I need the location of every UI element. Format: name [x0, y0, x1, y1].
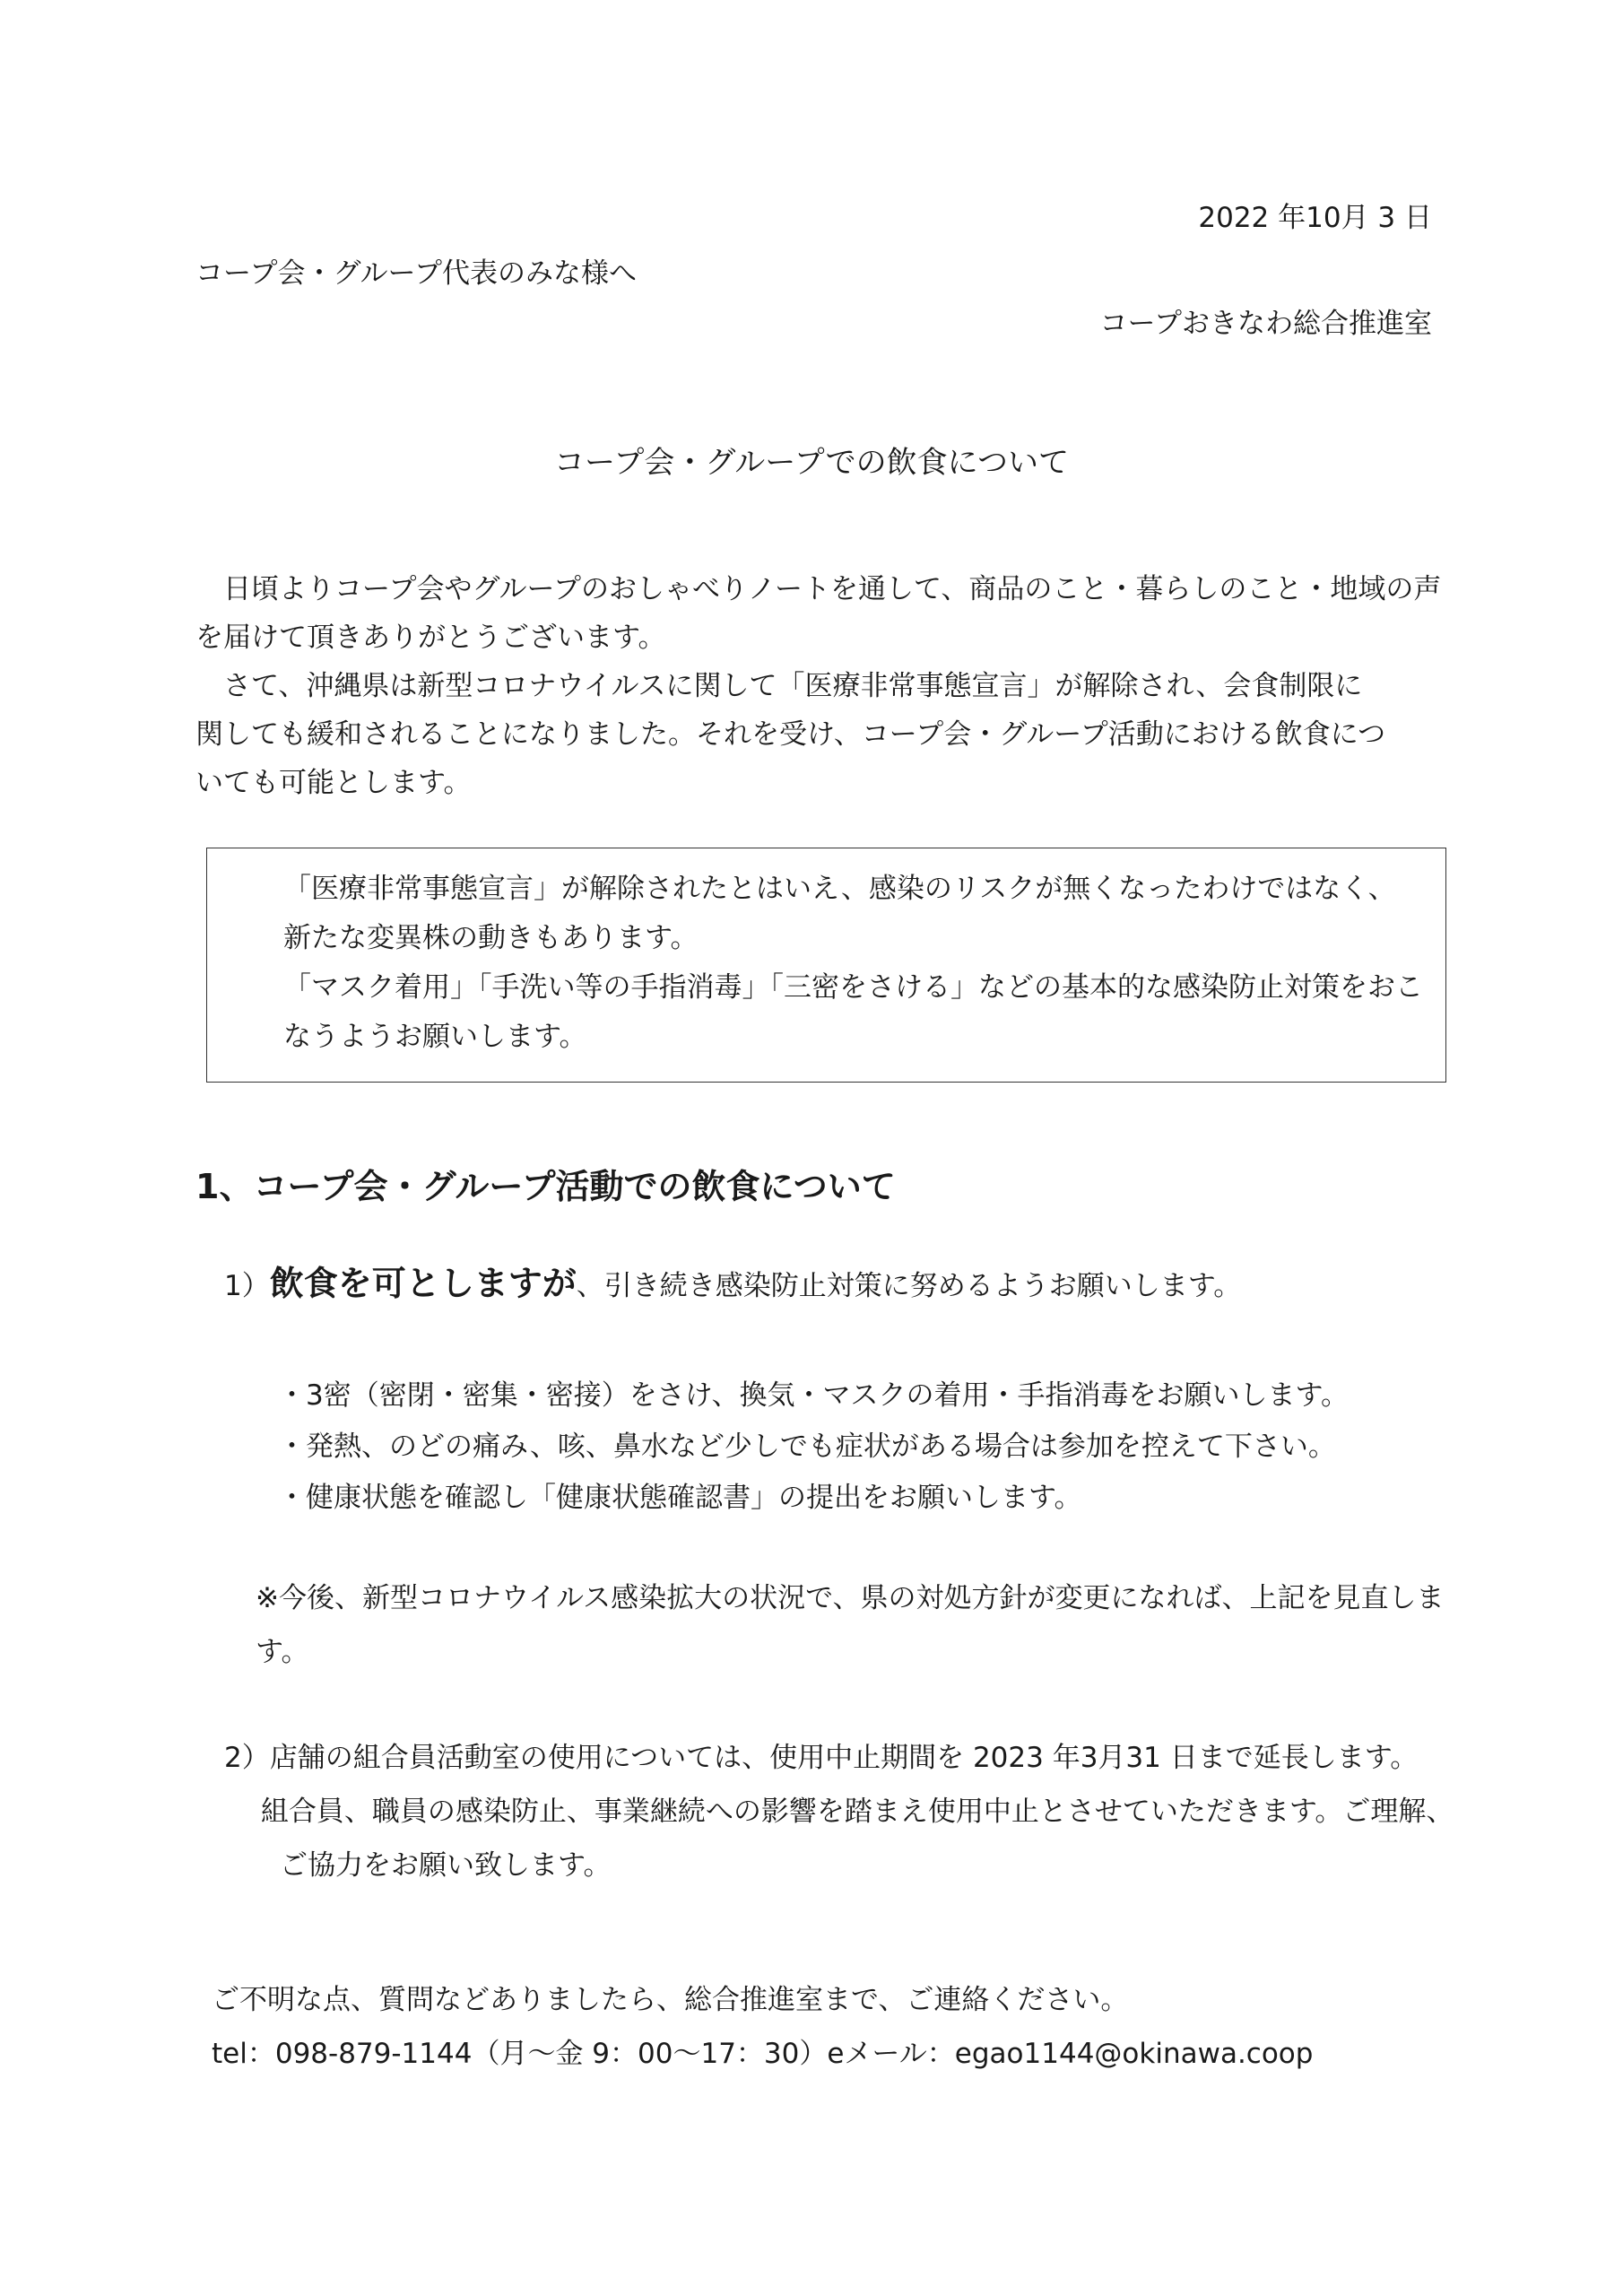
item-2 — [224, 1731, 1454, 1892]
item-2-line: 組合員、職員の感染防止、事業継続への影響を踏まえ使用中止とさせていただきます。ご理解、 — [224, 1796, 1454, 1828]
intro-line: 関しても緩和されることになりました。それを受け、コープ会・グループ活動における飲食につ — [195, 718, 1386, 751]
intro-line: さて、沖縄県は新型コロナウイルスに関して「医療非常事態宣言」が解除され、会食制限に — [195, 670, 1363, 702]
item-1-text: 、引き続き感染防止対策に努めるようお願いします。 — [576, 1270, 1242, 1302]
notice-line: 「医療非常事態宣言」が解除されたとはいえ、感染のリスクが無くなったわけではなく、 — [283, 873, 1396, 905]
review-note — [256, 1571, 1445, 1679]
contact-message: ご不明な点、質問などありましたら、総合推進室まで、ご連絡ください。 — [212, 1984, 1129, 2016]
item-2-line: ご協力をお願い致します。 — [224, 1849, 612, 1882]
bullet-item: ・健康状態を確認し「健康状態確認書」の提出をお願いします。 — [278, 1482, 1082, 1514]
recipient: コープ会・グループ代表のみな様へ — [195, 257, 637, 290]
bullet-item: ・発熱、のどの痛み、咳、鼻水など少しでも症状がある場合は参加を控えて下さい。 — [278, 1431, 1336, 1463]
intro-line: いても可能とします。 — [195, 767, 472, 799]
bullet-item: ・3密（密閉・密集・密接）をさけ、換気・マスクの着用・手指消毒をお願いします。 — [278, 1379, 1349, 1412]
notice-box — [206, 848, 1446, 1083]
sender: コープおきなわ総合推進室 — [1099, 308, 1432, 340]
notice-line: 新たな変異株の動きもあります。 — [283, 922, 699, 954]
contact-info — [212, 1973, 1313, 2081]
intro-line: を届けて頂きありがとうございます。 — [195, 622, 666, 654]
notice-line: なうようお願いします。 — [283, 1021, 587, 1053]
item-1 — [224, 1256, 1241, 1305]
contact-details: tel：098-879-1144（月～金 9：00～17：30）eメール：egao1144@okinawa.coop — [212, 2038, 1314, 2070]
notice-line: 「マスク着用」「手洗い等の手指消毒」「三密をさける」などの基本的な感染防止対策をおこ — [283, 971, 1423, 1004]
document-title: コープ会・グループでの飲食について — [554, 445, 1069, 481]
section-heading: 1、コープ会・グループ活動での飲食について — [195, 1167, 896, 1206]
note-line: す。 — [256, 1636, 309, 1668]
intro-line: 日頃よりコープ会やグループのおしゃべりノートを通して、商品のこと・暮らしのこと・地域の声 — [195, 573, 1442, 605]
document-date: 2022 年10月 3 日 — [1198, 202, 1432, 234]
item-1-emphasis: 飲食を可としますが — [269, 1264, 577, 1303]
item-2-line: 2）店舗の組合員活動室の使用については、使用中止期間を 2023 年3月31 日まで延長します。 — [224, 1742, 1419, 1774]
item-1-number: 1） — [224, 1270, 270, 1302]
intro-paragraph — [195, 565, 1451, 807]
bullet-list — [278, 1370, 1349, 1524]
note-line: ※今後、新型コロナウイルス感染拡大の状況で、県の対処方針が変更になれば、上記を見直しま — [256, 1582, 1445, 1614]
